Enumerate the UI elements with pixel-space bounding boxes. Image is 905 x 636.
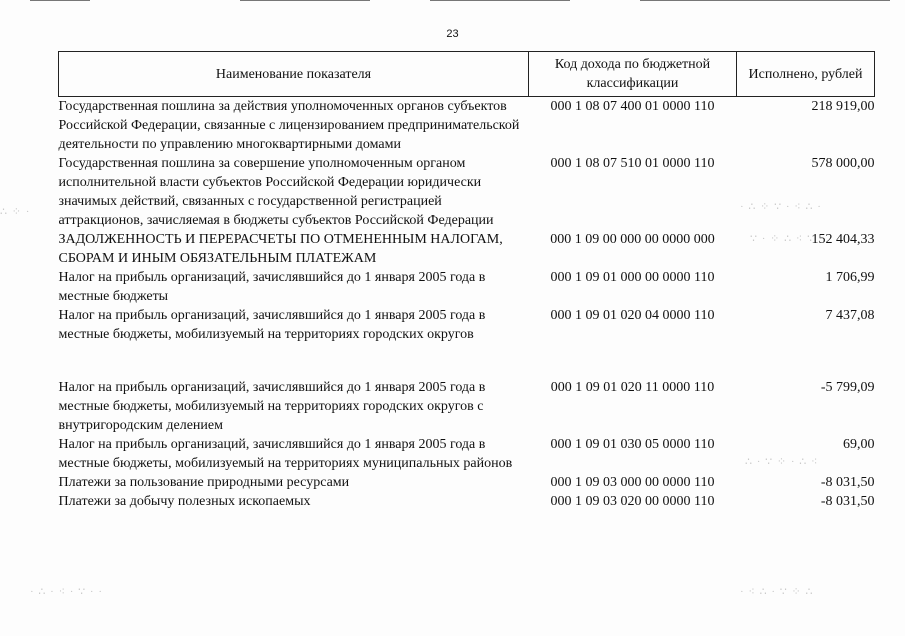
revenue-code: 000 1 09 01 000 00 0000 110 <box>550 270 715 285</box>
executed-amount: -8 031,50 <box>820 475 875 490</box>
scan-noise: ∴ · ∵ ⁘ · ∴ ⁖ <box>745 456 819 468</box>
column-header-name: Наименование показателя <box>59 52 529 97</box>
executed-amount: -5 799,09 <box>820 380 875 395</box>
scan-noise: · ∴ ⁘ ∵ · ⁖ ∴ · <box>740 201 822 213</box>
scan-edge-line <box>240 0 370 1</box>
scan-noise: ∴ ⁘ · <box>0 206 31 218</box>
executed-amount: -8 031,50 <box>820 494 875 509</box>
budget-execution-table <box>58 51 875 511</box>
indicator-name: Платежи за пользование природными ресурсами <box>58 475 350 490</box>
table-row <box>59 97 875 155</box>
table-row <box>59 268 875 306</box>
scan-edge-line <box>30 0 90 1</box>
executed-amount: 578 000,00 <box>811 156 875 171</box>
scan-edge-line <box>640 0 890 1</box>
indicator-name: ЗАДОЛЖЕННОСТЬ И ПЕРЕРАСЧЕТЫ ПО ОТМЕНЕННЫМ НАЛОГАМ, СБОРАМ И ИНЫМ ОБЯЗАТЕЛЬНЫМ ПЛАТЕЖАМ <box>58 232 503 266</box>
revenue-code: 000 1 09 01 020 04 0000 110 <box>550 308 715 323</box>
indicator-name: Налог на прибыль организаций, зачислявшийся до 1 января 2005 года в местные бюджеты <box>58 270 486 304</box>
table-row <box>59 154 875 230</box>
revenue-code: 000 1 09 00 000 00 0000 000 <box>550 232 715 247</box>
table-row <box>59 306 875 344</box>
revenue-code: 000 1 09 01 030 05 0000 110 <box>550 437 715 452</box>
scan-edge-line <box>430 0 570 1</box>
table-spacer-row <box>59 344 875 378</box>
revenue-code: 000 1 09 01 020 11 0000 110 <box>550 380 715 395</box>
executed-amount: 218 919,00 <box>811 99 875 114</box>
executed-amount: 1 706,99 <box>825 270 875 285</box>
scan-noise: · ∴ · ⁖ · ∵ · · <box>30 586 104 598</box>
executed-amount: 7 437,08 <box>825 308 875 323</box>
column-header-amount: Исполнено, рублей <box>737 52 875 97</box>
indicator-name: Государственная пошлина за действия уполномоченных органов субъектов Российской Федерации, связанные с лицензированием предпринимательской деятельности по управлению многоквартирными домами <box>58 99 520 152</box>
executed-amount: 152 404,33 <box>811 232 875 247</box>
table-row <box>59 473 875 492</box>
column-header-code: Код дохода по бюджетной классификации <box>529 52 737 97</box>
revenue-code: 000 1 09 03 000 00 0000 110 <box>550 475 715 490</box>
indicator-name: Платежи за добычу полезных ископаемых <box>58 494 311 509</box>
revenue-code: 000 1 08 07 400 01 0000 110 <box>550 99 715 114</box>
scan-noise: ∵ · ⁘ ∴ ⁖ ∵ <box>750 233 816 245</box>
table-header-row <box>59 52 875 97</box>
indicator-name: Налог на прибыль организаций, зачислявшийся до 1 января 2005 года в местные бюджеты, мобилизуемый на территориях городских округов <box>58 308 486 342</box>
indicator-name: Налог на прибыль организаций, зачислявшийся до 1 января 2005 года в местные бюджеты, мобилизуемый на территориях городских округов с внутригородским делением <box>58 380 486 433</box>
table-row <box>59 492 875 511</box>
revenue-code: 000 1 08 07 510 01 0000 110 <box>550 156 715 171</box>
indicator-name: Государственная пошлина за совершение уполномоченным органом исполнительной власти субъектов Российской Федерации юридически значимых действий, связанных с государственной регистрацией аттракционов, зачисляемая в бюджеты субъектов Российской Федерации <box>58 156 494 228</box>
table-row <box>59 378 875 435</box>
executed-amount: 69,00 <box>843 437 875 452</box>
revenue-code: 000 1 09 03 020 00 0000 110 <box>550 494 715 509</box>
indicator-name: Налог на прибыль организаций, зачислявшийся до 1 января 2005 года в местные бюджеты, мобилизуемый на территориях муниципальных районов <box>58 437 513 471</box>
page-number: 23 <box>446 28 459 40</box>
scan-noise: · ⁖ ∴ · ∵ ⁘ ∴ <box>740 586 814 598</box>
